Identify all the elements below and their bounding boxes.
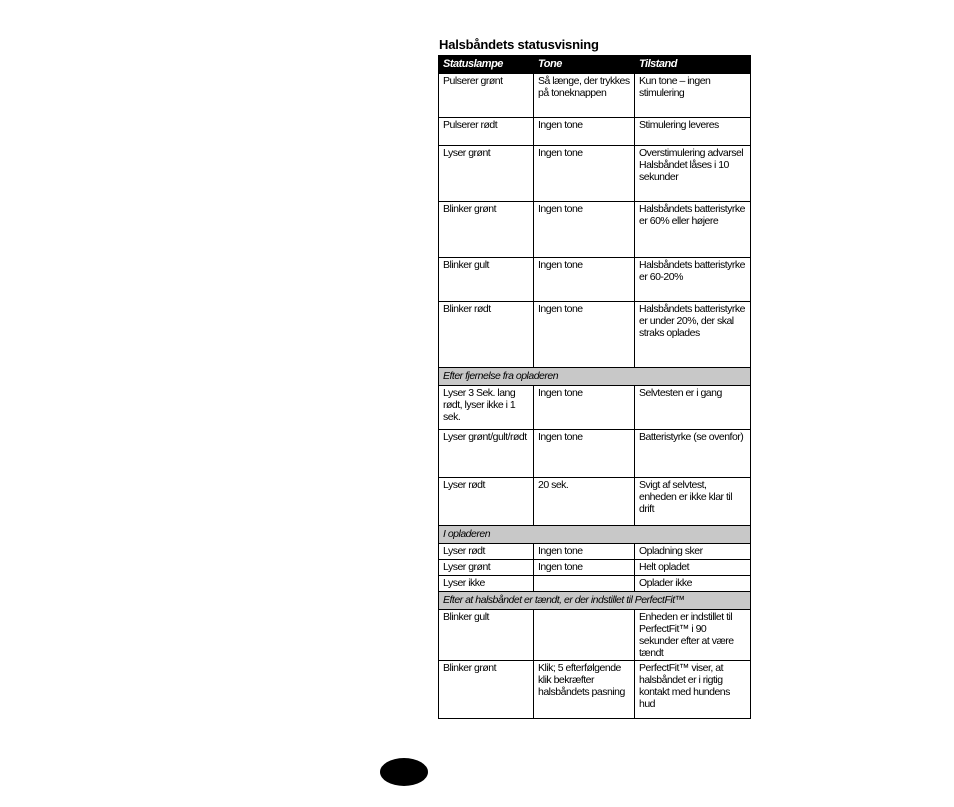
condition-cell: Enheden er indstillet til PerfectFit™ i 90 sekunder efter at være tændt [635, 610, 751, 661]
condition-cell: Helt opladet [635, 560, 751, 576]
tone-cell: Klik; 5 efterfølgende klik bekræfter halsbåndets pasning [534, 661, 635, 719]
status-lamp-cell: Blinker rødt [439, 302, 534, 368]
table-row [439, 478, 751, 526]
tone-cell: Ingen tone [534, 430, 635, 478]
table-body-main [439, 74, 751, 368]
status-lamp-cell: Lyser grønt/gult/rødt [439, 430, 534, 478]
tone-cell: Ingen tone [534, 118, 635, 146]
tone-cell: Ingen tone [534, 146, 635, 202]
tone-cell: Så længe, der trykkes på toneknappen [534, 74, 635, 118]
table-row [439, 560, 751, 576]
status-lamp-cell: Lyser rødt [439, 544, 534, 560]
page-title: Halsbåndets statusvisning [439, 37, 599, 52]
status-lamp-cell: Blinker grønt [439, 661, 534, 719]
status-table [438, 55, 751, 719]
status-lamp-cell: Blinker gult [439, 610, 534, 661]
status-lamp-cell: Blinker gult [439, 258, 534, 302]
tone-cell: Ingen tone [534, 560, 635, 576]
column-header-status-lamp: Statuslampe [439, 56, 534, 74]
status-lamp-cell: Pulserer grønt [439, 74, 534, 118]
table-header-row [439, 56, 751, 74]
tone-cell [534, 610, 635, 661]
table-row [439, 544, 751, 560]
table-body-in-charger [439, 544, 751, 592]
condition-cell: Overstimulering advarsel Halsbåndet låses i 10 sekunder [635, 146, 751, 202]
condition-cell: Halsbåndets batteristyrke er under 20%, der skal straks oplades [635, 302, 751, 368]
condition-cell: Selvtesten er i gang [635, 386, 751, 430]
condition-cell: Opladning sker [635, 544, 751, 560]
section-title: Efter at halsbåndet er tændt, er der indstillet til PerfectFit™ [439, 592, 751, 610]
table-row [439, 258, 751, 302]
condition-cell: PerfectFit™ viser, at halsbåndet er i rigtig kontakt med hundens hud [635, 661, 751, 719]
section-title: Efter fjernelse fra opladeren [439, 368, 751, 386]
column-header-tone: Tone [534, 56, 635, 74]
table-row [439, 202, 751, 258]
table-row [439, 576, 751, 592]
table-row [439, 118, 751, 146]
section-after-removal [439, 368, 751, 386]
status-lamp-cell: Lyser rødt [439, 478, 534, 526]
status-lamp-cell: Lyser 3 Sek. lang rødt, lyser ikke i 1 sek. [439, 386, 534, 430]
condition-cell: Halsbåndets batteristyrke er 60-20% [635, 258, 751, 302]
tone-cell: Ingen tone [534, 302, 635, 368]
tone-cell [534, 576, 635, 592]
condition-cell: Kun tone – ingen stimulering [635, 74, 751, 118]
table-row [439, 74, 751, 118]
table-row [439, 302, 751, 368]
table-row [439, 661, 751, 719]
section-row [439, 592, 751, 610]
section-row [439, 526, 751, 544]
condition-cell: Batteristyrke (se ovenfor) [635, 430, 751, 478]
tone-cell: Ingen tone [534, 544, 635, 560]
tone-cell: Ingen tone [534, 258, 635, 302]
tone-cell: Ingen tone [534, 202, 635, 258]
status-lamp-cell: Lyser grønt [439, 146, 534, 202]
table-row [439, 430, 751, 478]
table-row [439, 386, 751, 430]
table-row [439, 146, 751, 202]
table-body-after-removal [439, 386, 751, 526]
status-lamp-cell: Lyser grønt [439, 560, 534, 576]
condition-cell: Oplader ikke [635, 576, 751, 592]
section-in-charger [439, 526, 751, 544]
condition-cell: Svigt af selvtest, enheden er ikke klar til drift [635, 478, 751, 526]
status-lamp-cell: Lyser ikke [439, 576, 534, 592]
status-lamp-cell: Pulserer rødt [439, 118, 534, 146]
section-perfectfit [439, 592, 751, 610]
section-title: I opladeren [439, 526, 751, 544]
table-row [439, 610, 751, 661]
tone-cell: 20 sek. [534, 478, 635, 526]
section-row [439, 368, 751, 386]
condition-cell: Halsbåndets batteristyrke er 60% eller højere [635, 202, 751, 258]
table-body-perfectfit [439, 610, 751, 719]
column-header-condition: Tilstand [635, 56, 751, 74]
status-lamp-cell: Blinker grønt [439, 202, 534, 258]
page-number-badge [380, 758, 428, 786]
condition-cell: Stimulering leveres [635, 118, 751, 146]
tone-cell: Ingen tone [534, 386, 635, 430]
